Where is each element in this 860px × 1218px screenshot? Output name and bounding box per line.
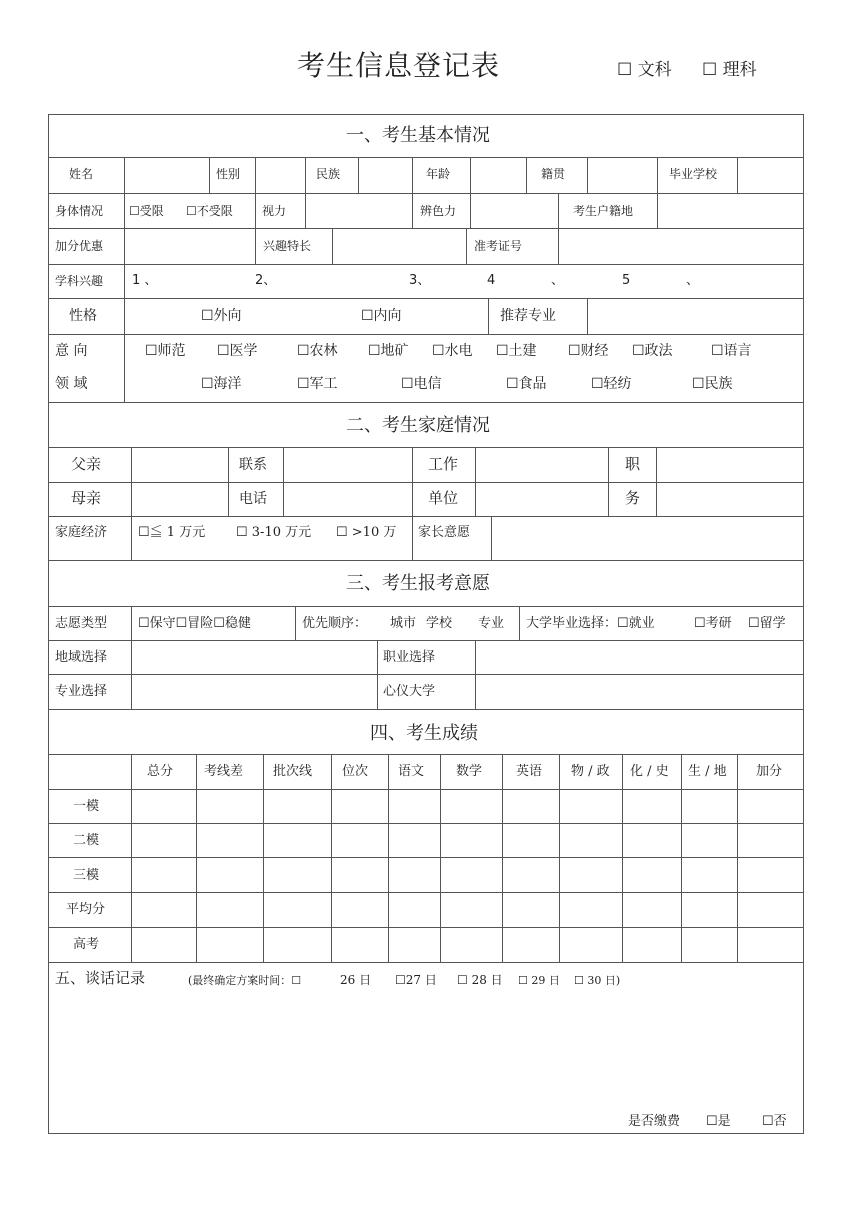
study-abroad-checkbox[interactable]: ☐留学 <box>748 616 786 631</box>
field-law-checkbox[interactable]: ☐政法 <box>632 343 673 359</box>
field-finance-checkbox[interactable]: ☐财经 <box>568 343 609 359</box>
col-math: 数学 <box>456 764 483 779</box>
col-chemistry-history: 化 / 史 <box>630 764 669 779</box>
label-priority: 优先顺序： <box>302 616 368 631</box>
label-age: 年龄 <box>426 167 451 181</box>
health-limited-checkbox[interactable]: ☐受限 <box>129 204 164 218</box>
page-title: 考生信息登记表 <box>297 49 501 82</box>
field-hydro-checkbox[interactable]: ☐水电 <box>432 343 473 359</box>
label-hukou: 考生户籍地 <box>573 204 634 218</box>
label-personality: 性格 <box>69 308 97 324</box>
col-bonus: 加分 <box>756 764 783 779</box>
label-work-2: 单位 <box>428 489 459 507</box>
priority-major: 专业 <box>478 616 505 631</box>
col-rank: 位次 <box>342 764 369 779</box>
col-total: 总分 <box>147 764 174 779</box>
label-work-1: 工作 <box>428 455 459 473</box>
priority-city: 城市 <box>390 616 417 631</box>
field-ocean-checkbox[interactable]: ☐海洋 <box>201 376 242 392</box>
field-teacher-checkbox[interactable]: ☐师范 <box>145 343 186 359</box>
label-career-choice: 职业选择 <box>383 650 436 665</box>
field-military-checkbox[interactable]: ☐军工 <box>297 376 338 392</box>
field-mining-checkbox[interactable]: ☐地矿 <box>368 343 409 359</box>
date-28-checkbox[interactable]: ☐ 28 日 <box>457 973 503 987</box>
col-english: 英语 <box>516 764 543 779</box>
label-color-vision: 辨色力 <box>420 204 457 218</box>
date-30-checkbox[interactable]: ☐ 30 日) <box>574 974 621 987</box>
economy-under-1w-checkbox[interactable]: ☐≦ 1 万元 <box>138 525 206 540</box>
label-vision: 视力 <box>262 204 287 218</box>
label-major-choice: 专业选择 <box>55 684 108 699</box>
label-payment: 是否缴费 <box>628 1114 681 1129</box>
interest-sep-4: 、 <box>551 273 565 288</box>
field-ethnic-checkbox[interactable]: ☐民族 <box>692 376 733 392</box>
label-wish-type: 志愿类型 <box>55 616 108 631</box>
row-mock-2: 二模 <box>73 833 100 848</box>
label-father: 父亲 <box>71 455 102 473</box>
date-26-checkbox[interactable]: 26 日 <box>340 973 372 987</box>
label-post-2: 务 <box>625 489 641 507</box>
label-ethnicity: 民族 <box>316 167 341 181</box>
col-biology-geography: 生 / 地 <box>688 764 727 779</box>
section-application-title: 三、考生报考意愿 <box>346 573 490 594</box>
label-region-choice: 地域选择 <box>55 650 108 665</box>
label-bonus: 加分优惠 <box>55 239 104 253</box>
field-medicine-checkbox[interactable]: ☐医学 <box>217 343 258 359</box>
col-batch-line: 批次线 <box>273 764 313 779</box>
introvert-checkbox[interactable]: ☐内向 <box>361 308 402 324</box>
row-average: 平均分 <box>66 902 106 917</box>
interest-slot-4: 4 <box>487 273 496 288</box>
priority-school: 学校 <box>426 616 453 631</box>
paid-yes-checkbox[interactable]: ☐是 <box>706 1114 731 1129</box>
field-food-checkbox[interactable]: ☐食品 <box>506 376 547 392</box>
economy-over-10w-checkbox[interactable]: ☐ >10 万 <box>336 525 397 540</box>
label-health: 身体情况 <box>55 204 104 218</box>
label-name: 姓名 <box>69 167 94 181</box>
label-gender: 性别 <box>216 167 241 181</box>
interest-slot-2: 2、 <box>255 273 277 288</box>
date-27-checkbox[interactable]: ☐27 日 <box>395 973 437 987</box>
label-dream-university: 心仪大学 <box>383 684 436 699</box>
interest-slot-5: 5 <box>622 273 631 288</box>
label-mother: 母亲 <box>71 489 102 507</box>
label-contact-2: 电话 <box>239 491 267 507</box>
field-agriculture-checkbox[interactable]: ☐农林 <box>297 343 338 359</box>
label-exam-number: 准考证号 <box>474 239 523 253</box>
label-hobby: 兴趣特长 <box>263 239 312 253</box>
final-plan-time-label: (最终确定方案时间：☐ <box>188 974 302 987</box>
field-language-checkbox[interactable]: ☐语言 <box>711 343 752 359</box>
section-interview-title: 五、谈话记录 <box>55 969 146 987</box>
interest-slot-3: 3、 <box>409 273 431 288</box>
wish-type-options[interactable]: ☐保守☐冒险☐稳健 <box>138 616 251 631</box>
label-contact-1: 联系 <box>239 457 267 473</box>
arts-checkbox[interactable]: ☐ 文科 <box>617 60 672 80</box>
row-mock-3: 三模 <box>73 868 100 883</box>
section-basic-title: 一、考生基本情况 <box>346 125 490 146</box>
extrovert-checkbox[interactable]: ☐外向 <box>201 308 242 324</box>
row-mock-1: 一模 <box>73 799 100 814</box>
field-civil-checkbox[interactable]: ☐土建 <box>496 343 537 359</box>
postgraduate-checkbox[interactable]: ☐考研 <box>694 616 732 631</box>
interest-sep-5: 、 <box>686 273 700 288</box>
label-family-economy: 家庭经济 <box>55 525 108 540</box>
row-gaokao: 高考 <box>73 937 100 952</box>
label-parent-wish: 家长意愿 <box>418 525 471 540</box>
col-line-gap: 考线差 <box>204 764 244 779</box>
economy-3-10w-checkbox[interactable]: ☐ 3-10 万元 <box>236 525 312 540</box>
paid-no-checkbox[interactable]: ☐否 <box>762 1114 787 1129</box>
col-chinese: 语文 <box>398 764 425 779</box>
label-native-place: 籍贯 <box>541 167 566 181</box>
field-textile-checkbox[interactable]: ☐轻纺 <box>591 376 632 392</box>
label-post-1: 职 <box>625 455 641 473</box>
interest-slot-1: 1 、 <box>132 273 158 288</box>
label-graduate-school: 毕业学校 <box>669 167 718 181</box>
date-29-checkbox[interactable]: ☐ 29 日 <box>518 974 560 987</box>
label-recommended-major: 推荐专业 <box>500 308 556 324</box>
field-telecom-checkbox[interactable]: ☐电信 <box>401 376 442 392</box>
label-intent: 意 向 <box>55 343 88 359</box>
science-checkbox[interactable]: ☐ 理科 <box>702 60 757 80</box>
col-physics-politics: 物 / 政 <box>571 764 610 779</box>
section-scores-title: 四、考生成绩 <box>370 723 478 744</box>
label-subject-interest: 学科兴趣 <box>55 274 104 288</box>
section-family-title: 二、考生家庭情况 <box>346 415 490 436</box>
after-graduation-employment-checkbox[interactable]: 大学毕业选择：☐就业 <box>526 616 655 631</box>
label-field: 领 域 <box>55 376 88 392</box>
health-unlimited-checkbox[interactable]: ☐不受限 <box>186 204 233 218</box>
